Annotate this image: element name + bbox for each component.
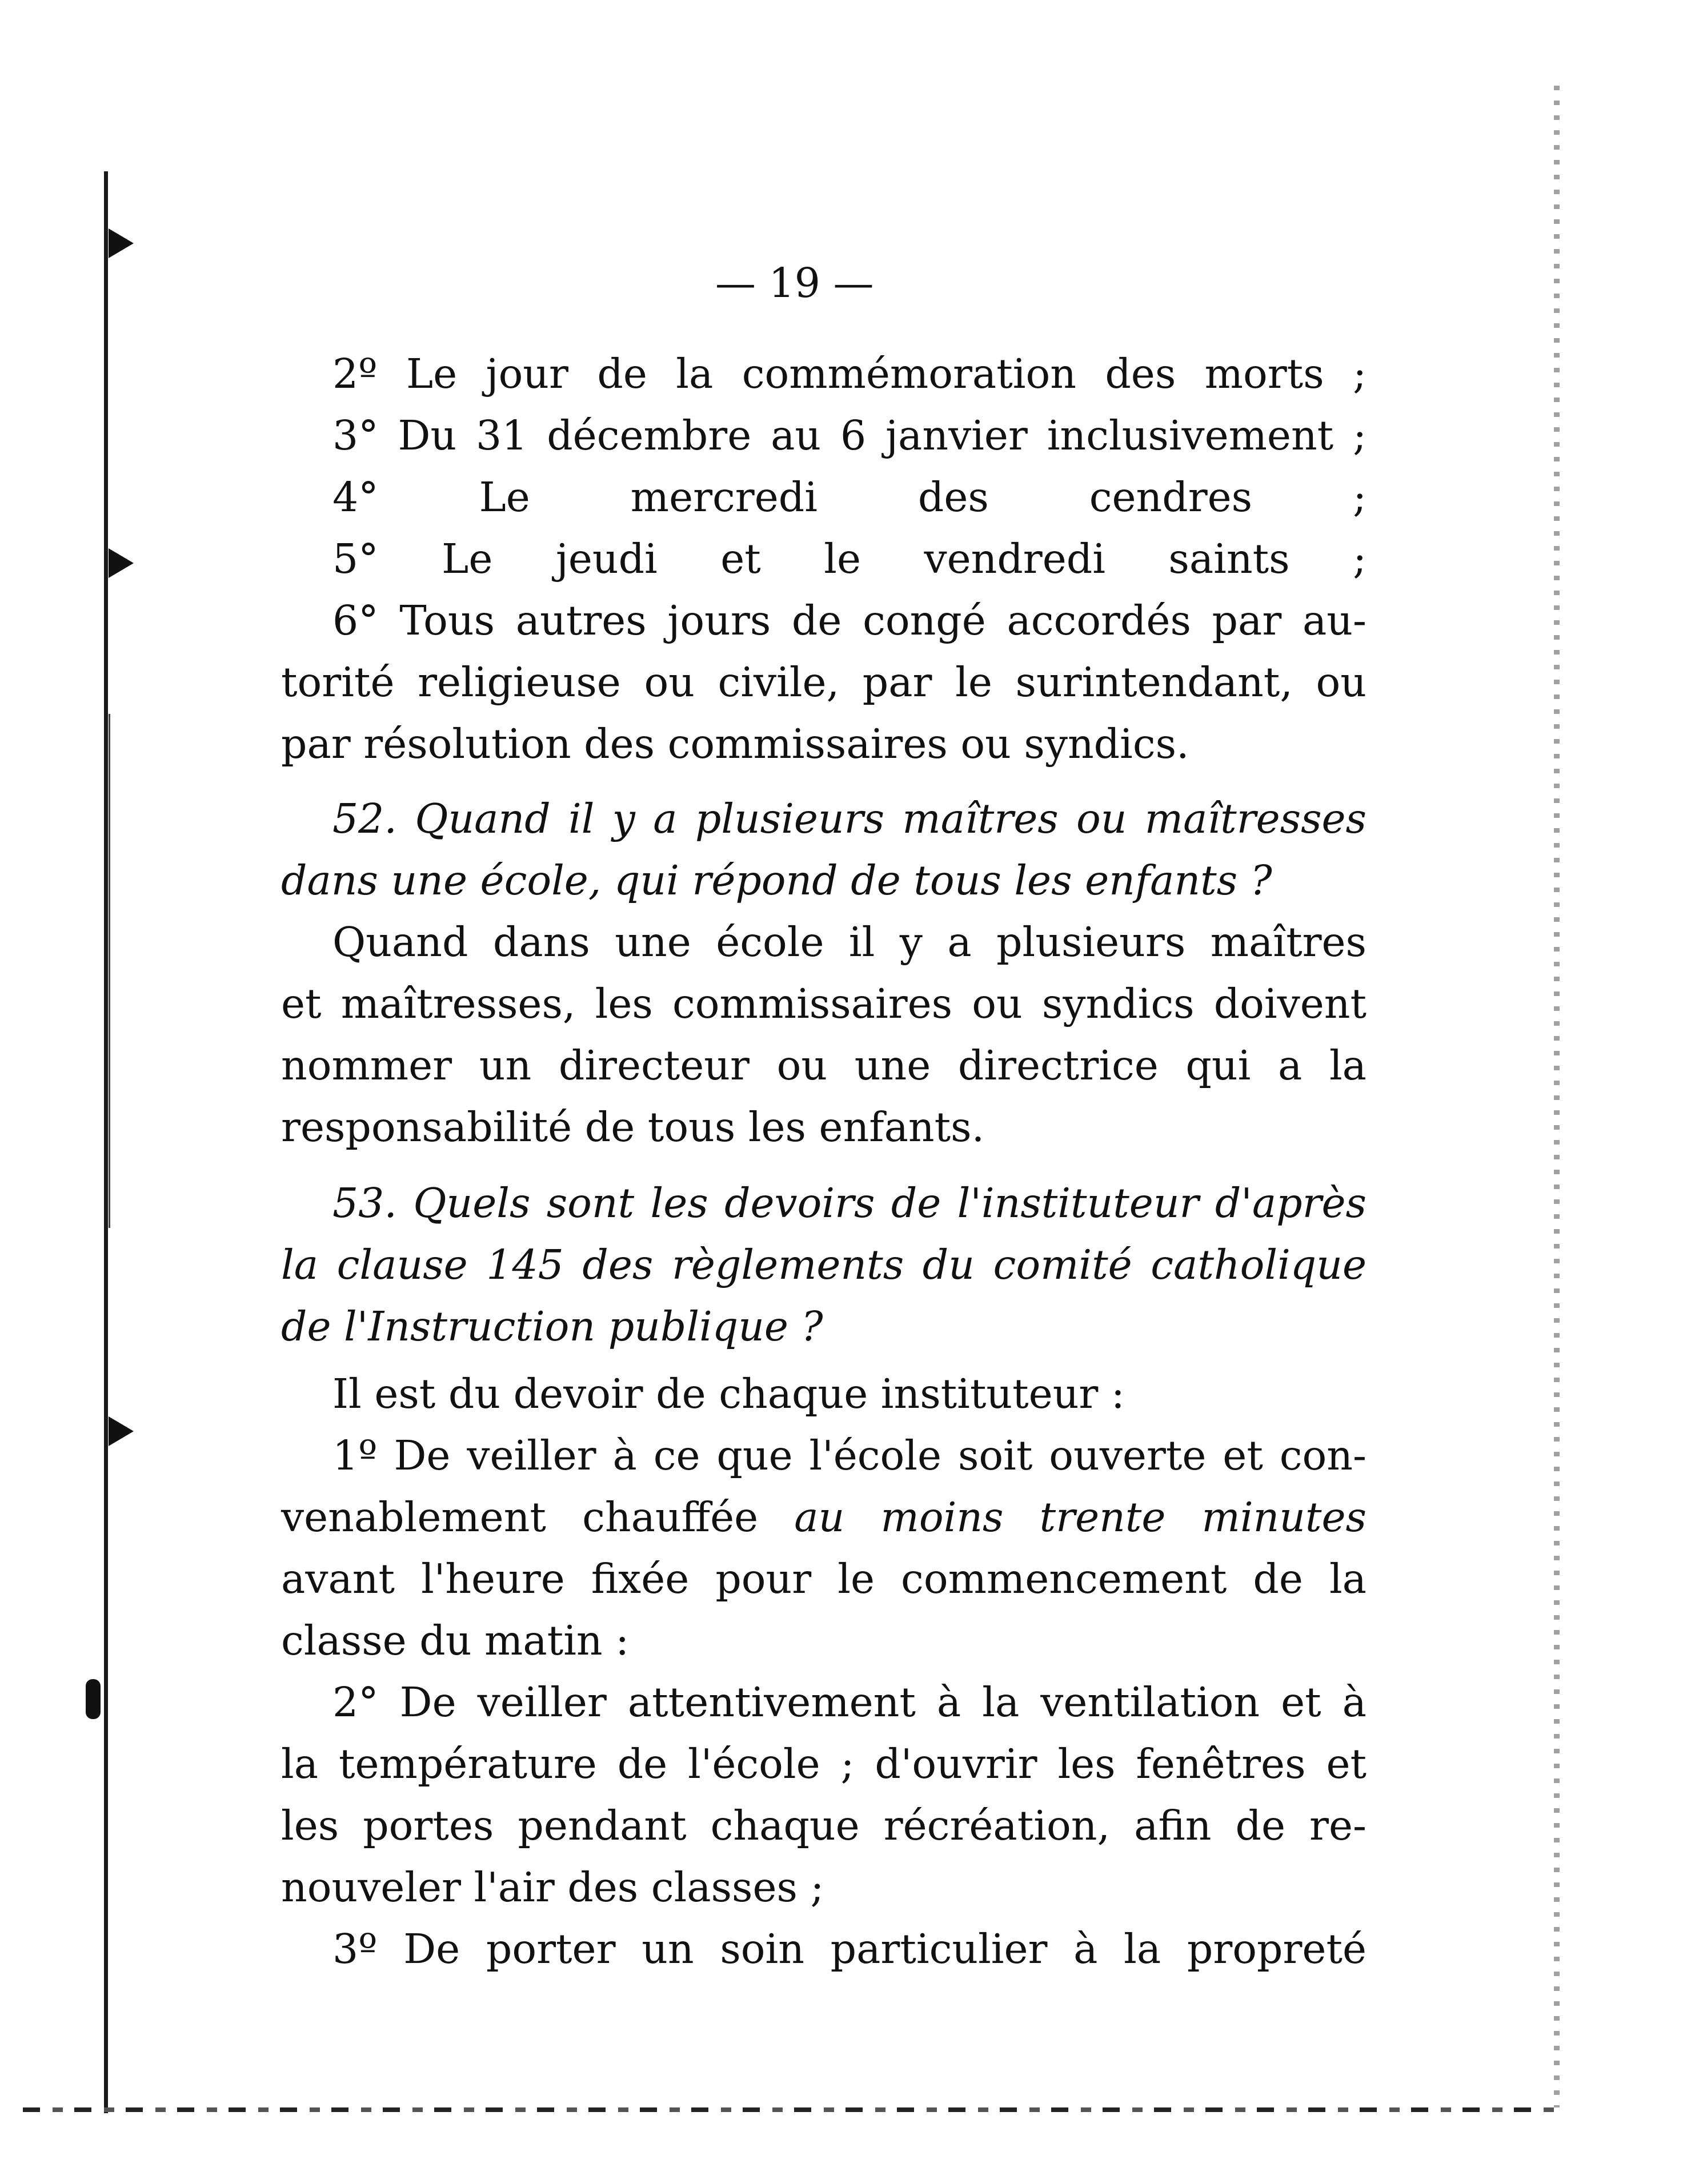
text-line: responsabilité de tous les enfants. — [281, 1103, 985, 1151]
text-line: torité religieuse ou civile, par le surintendant, ou — [281, 659, 1367, 706]
left-border-mark — [109, 714, 110, 1228]
text-line: et maîtresses, les commissaires ou syndics doivent — [281, 980, 1367, 1027]
bottom-edge-noise — [23, 2107, 1565, 2112]
text-line: 6° Tous autres jours de congé accordés par au- — [332, 597, 1367, 644]
text-line: 5° Le jeudi et le vendredi saints ; — [332, 535, 1367, 583]
text-line: 2º Le jour de la commémoration des morts ; — [332, 350, 1367, 398]
text-line: 3° Du 31 décembre au 6 janvier inclusivement ; — [332, 412, 1367, 459]
text-line: venablement chauffée au moins trente minutes — [281, 1494, 1367, 1541]
text-line: 53. Quels sont les devoirs de l'instituteur d'après — [332, 1179, 1367, 1227]
text-line: nommer un directeur ou une directrice qui a la — [281, 1042, 1367, 1089]
margin-mark — [109, 548, 134, 578]
text-line: Quand dans une école il y a plusieurs maîtres — [332, 918, 1367, 966]
text-line: dans une école, qui répond de tous les enfants ? — [281, 857, 1272, 904]
text-line: de l'Instruction publique ? — [281, 1303, 823, 1350]
text-line: nouveler l'air des classes ; — [281, 1864, 824, 1911]
margin-mark — [109, 1416, 134, 1446]
text-line: 1º De veiller à ce que l'école soit ouverte et con- — [332, 1432, 1367, 1479]
text-line: la clause 145 des règlements du comité catholique — [281, 1241, 1367, 1288]
text-line: 52. Quand il y a plusieurs maîtres ou maîtresses — [332, 795, 1367, 842]
right-edge-noise — [1554, 86, 1560, 2113]
text-line: classe du matin : — [281, 1617, 630, 1664]
text-line: 3º De porter un soin particulier à la propreté — [332, 1925, 1367, 1973]
text-line: avant l'heure fixée pour le commencement de la — [281, 1555, 1367, 1603]
left-border-mark — [104, 171, 108, 2113]
text-line: par résolution des commissaires ou syndics. — [281, 720, 1189, 768]
page-number: — 19 — — [715, 259, 874, 307]
text-line: 4° Le mercredi des cendres ; — [332, 473, 1367, 521]
margin-mark — [109, 228, 134, 258]
text-line: la température de l'école ; d'ouvrir les fenêtres et — [281, 1740, 1367, 1788]
text-line: 2° De veiller attentivement à la ventilation et à — [332, 1679, 1367, 1726]
text-line: Il est du devoir de chaque instituteur : — [332, 1370, 1125, 1418]
text-line: les portes pendant chaque récréation, afin de re- — [281, 1802, 1367, 1849]
margin-mark — [86, 1679, 101, 1719]
